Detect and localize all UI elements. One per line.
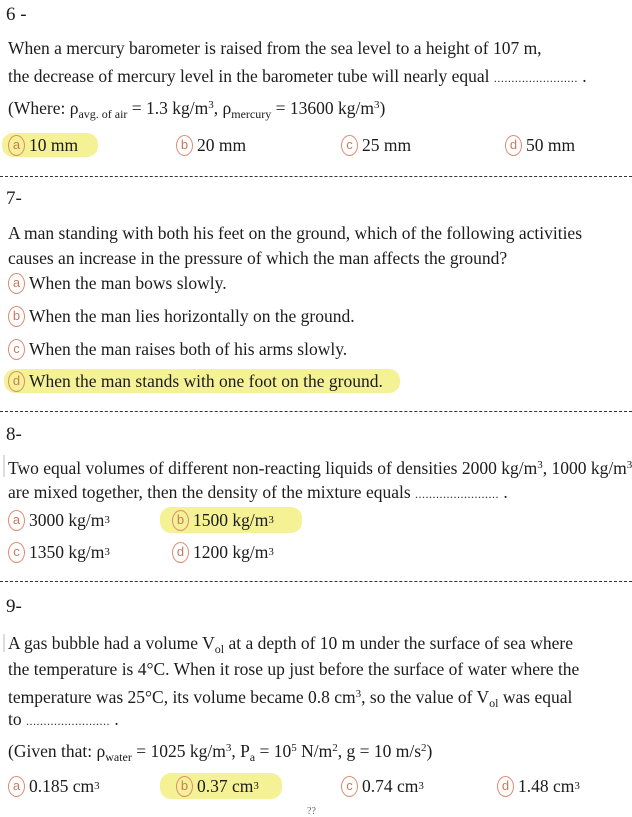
q7-line-2: causes an increase in the pressure of which the man affects the ground? xyxy=(8,248,508,268)
q6-option-b[interactable]: b 20 mm xyxy=(176,134,246,156)
option-letter-a: a xyxy=(8,776,25,797)
q9-option-a[interactable]: a 0.185 cm 3 xyxy=(8,775,100,797)
page-number: ?? xyxy=(307,806,316,817)
margin-bar xyxy=(3,634,5,652)
q8-option-c[interactable]: c 1350 kg/m 3 xyxy=(8,541,110,563)
option-letter-a: a xyxy=(8,135,25,156)
option-letter-b: b xyxy=(176,135,193,156)
q9-given: (Given that: $\rho_{water} = 1025$ $kg/m^3$, $P_a = 10^5$ $N/m^2$, g = 10 $m/s^2$) xyxy=(8,741,433,764)
q9-line-2: the temperature is 4°C. When it rose up just before the surface of water where the xyxy=(8,659,580,679)
separator-1 xyxy=(0,176,632,177)
q8-option-a[interactable]: a 3000 kg/m 3 xyxy=(8,509,110,531)
q9-option-b[interactable]: b 0.37 cm 3 xyxy=(176,775,259,797)
q8-line-2: are mixed together, then the density of the mixture equals ........................ . xyxy=(8,482,508,502)
q8-line-1: Two equal volumes of different non-reacting liquids of densities 2000 $kg/m^3$, 1000 $kg/m^3$ xyxy=(8,458,632,478)
question-9-number: 9- xyxy=(6,596,22,617)
option-letter-b: b xyxy=(172,510,189,531)
option-letter-b: b xyxy=(8,306,25,327)
option-letter-d: d xyxy=(497,776,514,797)
option-letter-d: d xyxy=(172,542,189,563)
option-letter-b: b xyxy=(176,776,193,797)
q7-line-1: A man standing with both his feet on the ground, which of the following activities xyxy=(8,223,583,243)
q7-option-a[interactable]: a When the man bows slowly. xyxy=(8,272,227,294)
separator-3 xyxy=(0,581,632,582)
q6-line-2: the decrease of mercury level in the barometer tube will nearly equal ........................ . xyxy=(8,66,587,86)
q6-option-c[interactable]: c 25 mm xyxy=(341,134,411,156)
option-letter-a: a xyxy=(8,510,25,531)
q9-line-4: to ........................ . xyxy=(8,709,119,729)
option-letter-c: c xyxy=(341,776,358,797)
margin-bar xyxy=(3,455,5,477)
option-letter-c: c xyxy=(341,135,358,156)
q7-option-b[interactable]: b When the man lies horizontally on the ground. xyxy=(8,305,355,327)
question-6-number: 6 - xyxy=(6,4,27,25)
q6-given: (Where: $\rho_{avg. of air} = 1.3$ $kg/m^3$, $\rho_{mercury} = 13600$ $kg/m^3$) xyxy=(8,98,386,121)
q9-line-1: A gas bubble had a volume $V_{ol}$ at a depth of 10 m under the surface of sea where xyxy=(8,633,573,656)
q6-line-1: When a mercury barometer is raised from the sea level to a height of 107 m, xyxy=(8,38,542,58)
q6-option-a[interactable]: a 10 mm xyxy=(8,134,78,156)
q8-option-d[interactable]: d 1200 kg/m 3 xyxy=(172,541,274,563)
q7-option-c[interactable]: c When the man raises both of his arms slowly. xyxy=(8,338,347,360)
option-letter-a: a xyxy=(8,273,25,294)
option-letter-d: d xyxy=(8,371,25,392)
q9-option-c[interactable]: c 0.74 cm 3 xyxy=(341,775,424,797)
q8-option-b[interactable]: b 1500 kg/m 3 xyxy=(172,509,274,531)
question-8-number: 8- xyxy=(6,424,22,445)
option-letter-c: c xyxy=(8,542,25,563)
q9-line-3: temperature was 25°C, its volume became 0.8 $cm^3$, so the value of $V_{ol}$ was equal xyxy=(8,687,573,710)
q7-option-d[interactable]: d When the man stands with one foot on the ground. xyxy=(8,370,383,392)
q6-option-d[interactable]: d 50 mm xyxy=(505,134,575,156)
question-7-number: 7- xyxy=(6,188,22,209)
q9-option-d[interactable]: d 1.48 cm 3 xyxy=(497,775,580,797)
separator-2 xyxy=(0,411,632,412)
option-letter-d: d xyxy=(505,135,522,156)
option-letter-c: c xyxy=(8,339,25,360)
